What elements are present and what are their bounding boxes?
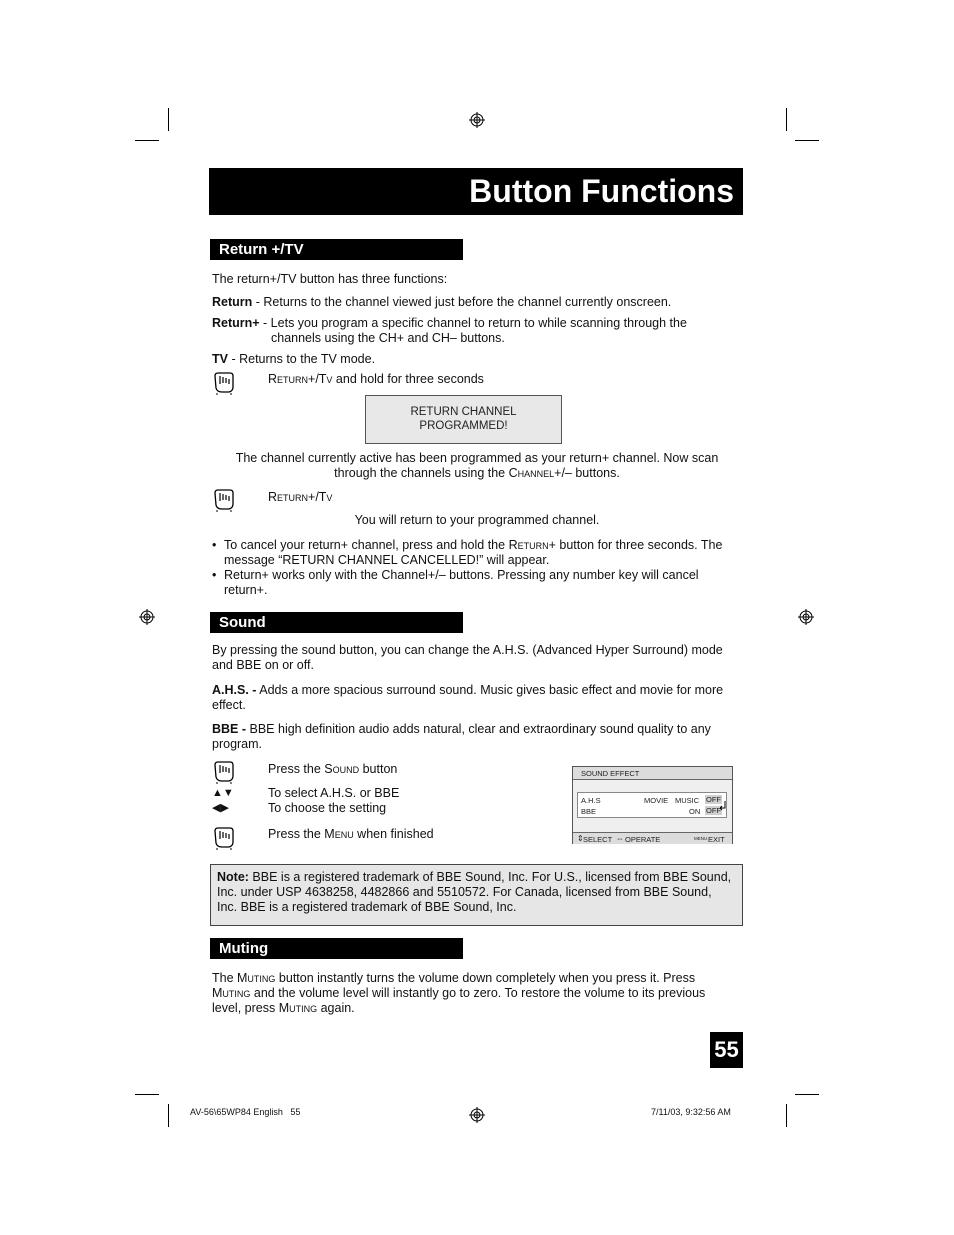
return-tv-button-ref: Return+/Tv <box>268 372 333 386</box>
menu-footer-bar <box>573 832 732 844</box>
crop-mark <box>795 1094 819 1095</box>
bbe-definition <box>212 722 711 752</box>
bullet-channel-only <box>224 568 699 598</box>
bullet-line: Return+ works only with the Channel+/– buttons. Pressing any number key will cancel <box>224 568 699 582</box>
press-button-hand-icon <box>212 371 236 395</box>
ahs-line: effect. <box>212 698 246 712</box>
term-ahs: A.H.S. - <box>212 683 257 697</box>
after-osd-line: The channel currently active has been programmed as your return+ channel. Now scan <box>235 451 719 465</box>
menu-row-label: BBE <box>581 807 597 816</box>
muting-line <box>212 1001 705 1016</box>
crop-mark <box>786 108 787 131</box>
menu-title: SOUND EFFECT <box>581 769 640 778</box>
menu-option-selected: OFF <box>706 795 721 804</box>
term-return: Return <box>212 295 253 309</box>
returnplus-button-ref: Return+ <box>508 538 556 552</box>
bullet-part: button for three seconds. The <box>555 538 723 552</box>
registration-mark-icon <box>469 1107 485 1123</box>
title-banner <box>209 168 743 215</box>
term-bbe-desc: BBE high definition audio adds natural, clear and extraordinary sound quality to any <box>246 722 711 736</box>
menu-option-selected: OFF <box>706 806 721 815</box>
after-osd-text <box>212 451 742 481</box>
osd-return-channel-programmed <box>365 395 562 444</box>
crop-mark <box>168 1104 169 1127</box>
menu-footer-operate: OPERATE <box>625 835 661 844</box>
muting-part: again. <box>317 1001 355 1015</box>
left-right-arrows-icon: ◀▶ <box>212 802 229 814</box>
muting-button-ref: Muting <box>278 1001 318 1015</box>
footer-left: AV-56\65WP84 English 55 <box>190 1107 301 1117</box>
muting-text <box>212 971 705 1016</box>
bullet-line <box>224 538 722 553</box>
osd-line: RETURN CHANNEL <box>410 406 517 418</box>
muting-part: The <box>212 971 238 985</box>
muting-part: and the volume level will instantly go to zero. To restore the volume to its previous <box>250 986 706 1000</box>
crop-mark <box>795 140 819 141</box>
bbe-line: program. <box>212 737 263 751</box>
bullet-line: message “RETURN CHANNEL CANCELLED!” will appear. <box>224 553 550 567</box>
note-line: Inc. under USP 4638258, 4482866 and 5510572. For Canada, licensed from BBE Sound, <box>217 885 712 899</box>
channel-button-ref: Channel <box>508 466 555 480</box>
sound-intro <box>212 643 723 673</box>
menu-options-panel <box>577 792 727 818</box>
page-number: 55 <box>710 1032 743 1068</box>
term-ahs-desc: Adds a more spacious surround sound. Music gives basic effect and movie for more <box>256 683 724 697</box>
muting-part: button instantly turns the volume down completely when you press it. Press <box>275 971 696 985</box>
page-title: Button Functions <box>469 173 734 209</box>
sound-step4 <box>268 827 434 842</box>
bullet-part: To cancel your return+ channel, press and hold the <box>224 538 509 552</box>
term-return-desc: - Returns to the channel viewed just before the channel currently onscreen. <box>252 295 672 309</box>
bbe-line <box>212 722 711 737</box>
muting-line <box>212 971 705 986</box>
return-step2-result: You will return to your programmed channel. <box>354 513 600 527</box>
menu-footer-select: SELECT <box>583 835 613 844</box>
sound-step-part: when finished <box>353 827 434 841</box>
note-line: Inc. BBE is a registered trademark of BBE Sound, Inc. <box>217 900 517 914</box>
sound-step-part: button <box>359 762 398 776</box>
sound-step2: To select A.H.S. or BBE <box>268 786 400 800</box>
crop-mark <box>135 1094 159 1095</box>
sound-step-part: Press the <box>268 762 325 776</box>
bullet-cancel <box>224 538 722 568</box>
ahs-line <box>212 683 723 698</box>
registration-mark-icon <box>469 112 485 128</box>
note-line <box>217 870 736 885</box>
muting-button-ref: Muting <box>212 986 251 1000</box>
left-right-icon: ⇔ <box>616 834 624 843</box>
term-returnplus: Return+ <box>212 316 260 330</box>
sound-button-ref: Sound <box>324 762 360 776</box>
crop-mark <box>786 1104 787 1127</box>
sound-step3: To choose the setting <box>268 801 387 815</box>
sound-intro-line: By pressing the sound button, you can change the A.H.S. (Advanced Hyper Surround) mode <box>212 643 723 657</box>
muting-part: level, press <box>212 1001 279 1015</box>
return-definition <box>212 295 671 310</box>
press-button-hand-icon <box>212 760 236 784</box>
after-osd-part: +/– buttons. <box>554 466 620 480</box>
footer-right: 7/11/03, 9:32:56 AM <box>651 1107 731 1117</box>
press-button-hand-icon <box>212 826 236 850</box>
after-osd-line <box>212 466 742 481</box>
note-box <box>210 864 743 926</box>
registration-mark-icon <box>798 609 814 625</box>
after-osd-part: through the channels using the <box>334 466 509 480</box>
term-bbe: BBE - <box>212 722 247 736</box>
crop-mark <box>168 108 169 131</box>
bullet-line: return+. <box>224 583 268 597</box>
section-heading-return: Return +/TV <box>210 239 463 260</box>
muting-line <box>212 986 705 1001</box>
menu-option: MUSIC <box>675 796 700 805</box>
crop-mark <box>135 140 159 141</box>
menu-title-bar <box>573 767 732 780</box>
press-button-hand-icon <box>212 488 236 512</box>
returnplus-definition <box>212 316 687 331</box>
bullet-marker: • <box>212 538 217 552</box>
section-heading-muting: Muting <box>210 938 463 959</box>
menu-option: MOVIE <box>644 796 669 805</box>
tv-definition <box>212 352 375 367</box>
menu-footer-exit: EXIT <box>708 835 725 844</box>
returnplus-definition-cont: channels using the CH+ and CH– buttons. <box>271 331 505 345</box>
return-arrow-icon <box>720 801 726 811</box>
bullet-marker: • <box>212 568 217 582</box>
ahs-definition <box>212 683 723 713</box>
muting-button-ref: Muting <box>237 971 276 985</box>
menu-button-ref: Menu <box>324 827 354 841</box>
term-tv-desc: - Returns to the TV mode. <box>227 352 376 366</box>
up-down-icon: ⇕ <box>577 834 584 843</box>
osd-line: PROGRAMMED! <box>419 420 508 432</box>
sound-effect-menu <box>572 766 733 844</box>
menu-row-label: A.H.S <box>581 796 601 805</box>
registration-mark-icon <box>139 609 155 625</box>
note-label: Note: <box>217 870 249 884</box>
return-step2: Return+/Tv <box>268 490 333 504</box>
up-down-arrows-icon: ▲▼ <box>212 787 234 799</box>
return-step1 <box>268 372 484 387</box>
return-intro: The return+/TV button has three functions: <box>212 272 448 286</box>
section-heading-sound: Sound <box>210 612 463 633</box>
sound-intro-line: and BBE on or off. <box>212 658 314 672</box>
term-tv: TV <box>212 352 228 366</box>
term-returnplus-desc: - Lets you program a specific channel to return to while scanning through the <box>259 316 687 330</box>
sound-step-part: Press the <box>268 827 325 841</box>
return-step1-rest: and hold for three seconds <box>332 372 484 386</box>
note-text: BBE is a registered trademark of BBE Sound, Inc. For U.S., licensed from BBE Sound, <box>248 870 732 884</box>
menu-option: ON <box>689 807 701 816</box>
menu-footer-menu: MENU <box>694 836 708 841</box>
sound-step1 <box>268 762 397 777</box>
